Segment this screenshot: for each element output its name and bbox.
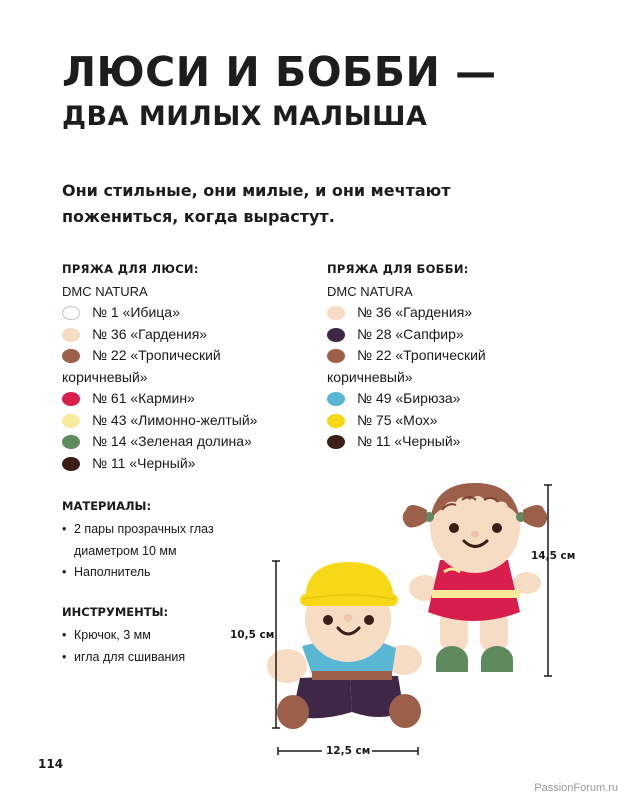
yarn-item: № 36 «Гардения» [327,302,557,324]
yarn-item: № 1 «Ибица» [62,302,292,324]
subtitle: Они стильные, они милые, и они мечтают пожениться, когда вырастут. [62,181,451,226]
tools-item: • игла для сшивания [62,647,312,669]
bobby-width-label: 12,5 см [326,745,371,757]
yarn-item: № 22 «Тропический коричневый» [327,347,486,385]
yarn-item: № 28 «Сапфир» [327,324,557,346]
page-number: 114 [38,757,64,771]
materials-item: • Наполнитель [62,562,312,584]
yarn-item: № 22 «Тропический коричневый» [62,347,221,385]
yarn-bobby-brand: DMC NATURA [327,284,413,299]
title-line-1: ЛЮСИ И БОББИ — [62,48,497,96]
materials-item: • 2 пары прозрачных глаз [62,519,312,541]
title-line-2: ДВА МИЛЫХ МАЛЫША [62,101,428,132]
bobby-doll [267,562,422,729]
yarn-item: № 11 «Черный» [62,453,292,475]
materials-heading: МАТЕРИАЛЫ: [62,499,152,513]
yarn-item: № 14 «Зеленая долина» [62,431,292,453]
yarn-item: № 36 «Гардения» [62,324,292,346]
yarn-item: № 75 «Мох» [327,410,557,432]
yarn-item: № 11 «Черный» [327,431,557,453]
yarn-item: № 49 «Бирюза» [327,388,557,410]
lucy-doll [403,483,548,672]
bobby-height-dimension [272,561,280,728]
yarn-item: № 43 «Лимонно-желтый» [62,410,292,432]
materials-item-continued: диаметром 10 мм [74,543,177,558]
tools-heading: ИНСТРУМЕНТЫ: [62,605,169,619]
yarn-item: № 61 «Кармин» [62,388,292,410]
lucy-height-label: 14,5 см [531,550,576,562]
bobby-height-label: 10,5 см [230,629,275,641]
yarn-lucy-heading: ПРЯЖА ДЛЯ ЛЮСИ: [62,262,199,276]
watermark: PassionForum.ru [534,782,618,794]
yarn-lucy-brand: DMC NATURA [62,284,148,299]
yarn-bobby-heading: ПРЯЖА ДЛЯ БОББИ: [327,262,469,276]
tools-item: • Крючок, 3 мм [62,625,312,647]
